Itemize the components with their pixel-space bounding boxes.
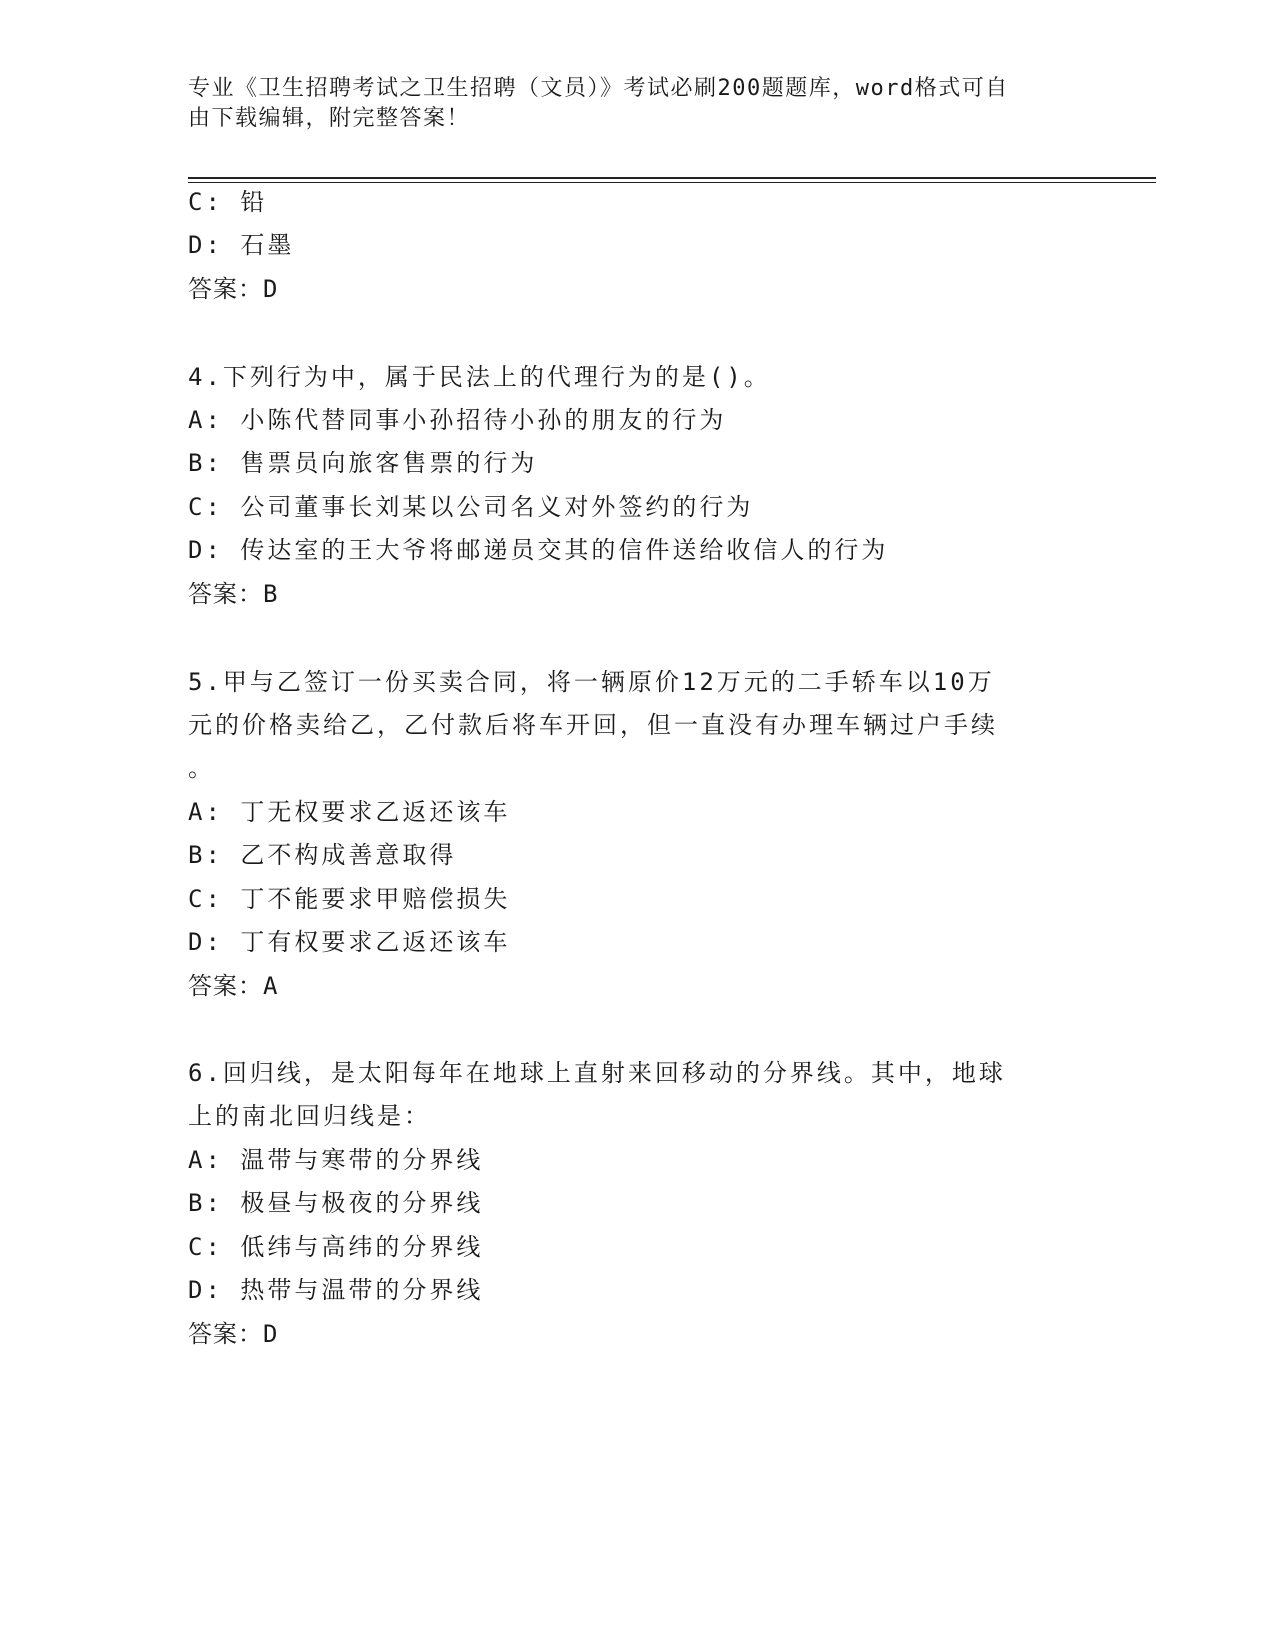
q5-option-c: C: 丁不能要求甲赔偿损失	[188, 885, 511, 913]
q5-option-b: B: 乙不构成善意取得	[188, 841, 457, 869]
q5-answer: 答案：A	[188, 972, 279, 1000]
document-header	[188, 74, 1068, 134]
q5-option-d: D: 丁有权要求乙返还该车	[188, 928, 511, 956]
q6-stem-line-2: 上的南北回归线是：	[188, 1102, 431, 1130]
q6-option-c: C: 低纬与高纬的分界线	[188, 1233, 484, 1261]
q6-option-d: D: 热带与温带的分界线	[188, 1276, 484, 1304]
header-divider-thick	[188, 177, 1156, 179]
q6-answer: 答案：D	[188, 1320, 279, 1348]
prev-option-d: D: 石墨	[188, 231, 295, 259]
prev-option-c: C: 铅	[188, 188, 268, 216]
header-divider-thin	[188, 182, 1156, 183]
header-line-1: 专业《卫生招聘考试之卫生招聘（文员）》考试必刷200题题库，word格式可自	[188, 76, 1009, 101]
q5-stem-line-1: 5.甲与乙签订一份买卖合同，将一辆原价12万元的二手轿车以10万	[188, 668, 995, 696]
prev-answer: 答案：D	[188, 275, 279, 303]
q4-option-d: D: 传达室的王大爷将邮递员交其的信件送给收信人的行为	[188, 536, 889, 564]
q4-answer: 答案：B	[188, 580, 279, 608]
q4-option-b: B: 售票员向旅客售票的行为	[188, 449, 538, 477]
q5-stem-line-2: 元的价格卖给乙，乙付款后将车开回，但一直没有办理车辆过户手续	[188, 711, 998, 739]
q5-option-a: A: 丁无权要求乙返还该车	[188, 798, 511, 826]
header-line-2: 由下载编辑，附完整答案！	[188, 106, 471, 131]
q6-stem-line-1: 6.回归线，是太阳每年在地球上直射来回移动的分界线。其中，地球	[188, 1059, 1006, 1087]
q4-option-a: A: 小陈代替同事小孙招待小孙的朋友的行为	[188, 406, 727, 434]
q6-option-b: B: 极昼与极夜的分界线	[188, 1189, 484, 1217]
q6-option-a: A: 温带与寒带的分界线	[188, 1146, 484, 1174]
q5-stem-line-3: 。	[188, 754, 215, 782]
q4-option-c: C: 公司董事长刘某以公司名义对外签约的行为	[188, 493, 754, 521]
q4-stem: 4.下列行为中，属于民法上的代理行为的是()。	[188, 363, 771, 391]
